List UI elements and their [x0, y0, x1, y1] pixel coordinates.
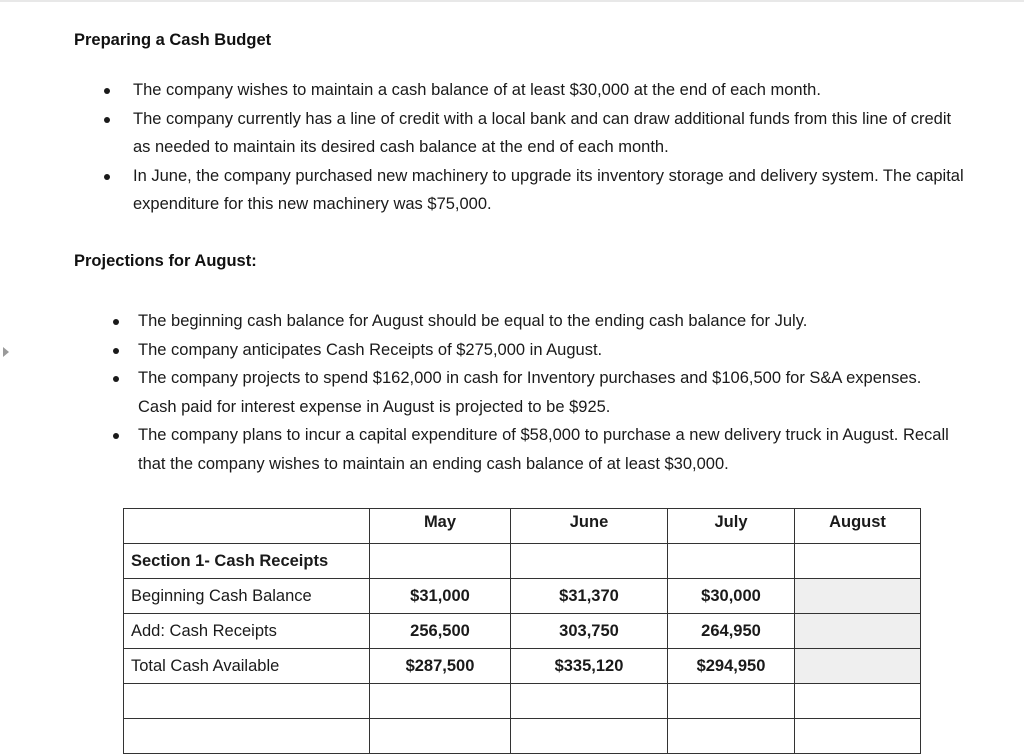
table-cell[interactable]: $294,950	[668, 649, 795, 684]
bullet-icon	[104, 174, 110, 180]
table-cell[interactable]	[795, 684, 921, 719]
cash-budget-table	[123, 508, 921, 754]
table-cell[interactable]: $287,500	[370, 649, 511, 684]
column-header-june: June	[511, 509, 668, 544]
table-cell[interactable]	[370, 544, 511, 579]
row-label: Total Cash Available	[124, 649, 370, 684]
list-item	[138, 336, 958, 365]
list-item-text: The company projects to spend $162,000 in cash for Inventory purchases and $106,500 for S&A expenses. Cash paid for interest expense in August is projected to be $925.	[138, 369, 922, 416]
august-input-cell[interactable]	[795, 649, 921, 684]
list-item	[133, 76, 973, 105]
column-header	[124, 509, 370, 544]
august-projections-list	[138, 307, 958, 478]
heading-projections-august: Projections for August:	[74, 252, 257, 270]
budget-assumptions-list	[133, 76, 973, 219]
bullet-icon	[113, 319, 119, 325]
heading-preparing-cash-budget: Preparing a Cash Budget	[74, 31, 272, 49]
list-item-text: The company wishes to maintain a cash balance of at least $30,000 at the end of each month.	[133, 81, 821, 99]
list-item	[138, 307, 958, 336]
table-cell[interactable]: 256,500	[370, 614, 511, 649]
top-divider	[0, 0, 1024, 2]
row-label: Beginning Cash Balance	[124, 579, 370, 614]
table-cell[interactable]	[668, 544, 795, 579]
list-item	[138, 364, 958, 421]
table-cell[interactable]: $31,370	[511, 579, 668, 614]
table-row	[124, 544, 921, 579]
list-item	[133, 105, 973, 162]
table-cell[interactable]: $31,000	[370, 579, 511, 614]
row-label	[124, 719, 370, 754]
table-cell[interactable]	[795, 544, 921, 579]
august-input-cell[interactable]	[795, 579, 921, 614]
table-cell[interactable]	[668, 684, 795, 719]
list-item-text: The company currently has a line of credit with a local bank and can draw additional funds from this line of credit as needed to maintain its desired cash balance at the end of each month.	[133, 109, 952, 156]
bullet-icon	[104, 117, 110, 123]
bullet-icon	[113, 376, 119, 382]
column-header-may: May	[370, 509, 511, 544]
table-cell[interactable]	[511, 684, 668, 719]
table-row	[124, 649, 921, 684]
list-item-text: The company anticipates Cash Receipts of $275,000 in August.	[138, 340, 603, 359]
table-cell[interactable]	[795, 719, 921, 754]
row-label	[124, 684, 370, 719]
column-header-july: July	[668, 509, 795, 544]
table-row	[124, 579, 921, 614]
table-cell[interactable]	[370, 684, 511, 719]
bullet-icon	[113, 433, 119, 439]
table-header-row	[124, 509, 921, 544]
table-cell[interactable]	[511, 719, 668, 754]
list-item-text: In June, the company purchased new machinery to upgrade its inventory storage and delivery system. The capital expenditure for this new machinery was $75,000.	[133, 166, 964, 213]
collapse-arrow-icon[interactable]	[3, 347, 9, 357]
table-cell[interactable]: 303,750	[511, 614, 668, 649]
table-cell[interactable]: $30,000	[668, 579, 795, 614]
list-item	[138, 421, 958, 478]
list-item-text: The company plans to incur a capital expenditure of $58,000 to purchase a new delivery truck in August. Recall that the company wishes to maintain an ending cash balance of at least $30,000.	[138, 426, 949, 473]
table-row	[124, 684, 921, 719]
list-item-text: The beginning cash balance for August should be equal to the ending cash balance for July.	[138, 312, 808, 330]
table-cell[interactable]	[668, 719, 795, 754]
bullet-icon	[104, 88, 110, 94]
list-item	[133, 162, 973, 219]
table-cell[interactable]: 264,950	[668, 614, 795, 649]
row-label: Section 1- Cash Receipts	[124, 544, 370, 579]
table-cell[interactable]: $335,120	[511, 649, 668, 684]
table-row	[124, 614, 921, 649]
table-row	[124, 719, 921, 754]
column-header-august: August	[795, 509, 921, 544]
bullet-icon	[113, 348, 119, 354]
august-input-cell[interactable]	[795, 614, 921, 649]
table-cell[interactable]	[511, 544, 668, 579]
table-cell[interactable]	[370, 719, 511, 754]
row-label: Add: Cash Receipts	[124, 614, 370, 649]
